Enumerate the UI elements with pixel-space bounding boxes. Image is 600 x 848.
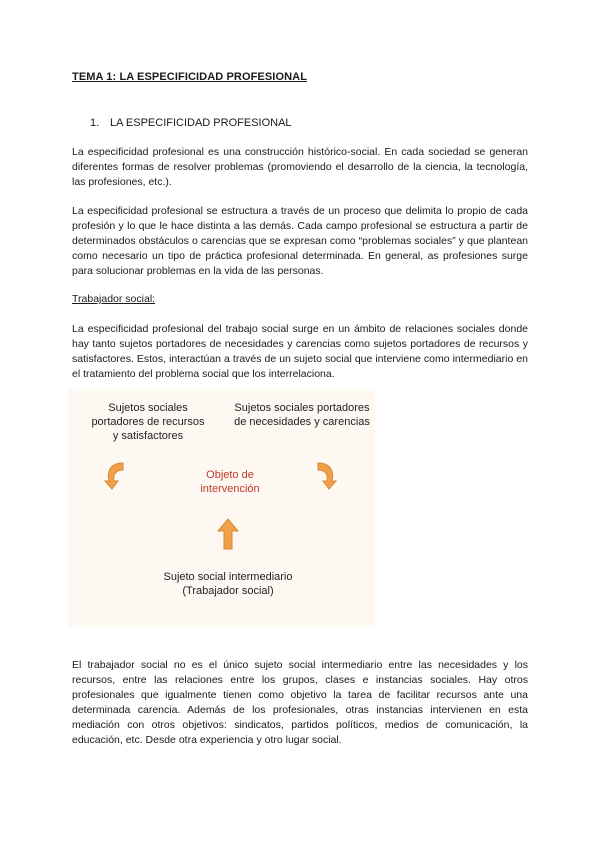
subheading-trabajador-social: Trabajador social: — [72, 293, 156, 305]
document-title: TEMA 1: LA ESPECIFICIDAD PROFESIONAL — [72, 71, 308, 83]
paragraph-3: La especificidad profesional del trabajo social surge en un ámbito de relaciones sociales donde hay tanto sujetos portadores de necesidades y carencias como sujetos portadores de recursos y satisfactores. Estos, interactúan a través de un sujeto social que interviene como intermediario en el tratamiento del problema social que los interrelaciona. — [72, 323, 528, 380]
intervention-diagram — [68, 389, 375, 627]
curved-arrow-right-icon — [308, 459, 338, 491]
curved-arrow-left-icon — [103, 459, 133, 491]
diagram-bottom-label: Sujeto social intermediario (Trabajador social) — [163, 571, 293, 597]
paragraph-1: La especificidad profesional es una construcción histórico-social. En cada sociedad se generan diferentes formas de resolver problemas (promoviendo el desarrollo de la ciencia, la tecnología, las profesiones, etc.). — [72, 146, 528, 188]
diagram-right-label: Sujetos sociales portadores de necesidades y carencias — [234, 402, 370, 428]
paragraph-2: La especificidad profesional se estructura a través de un proceso que delimita lo propio de cada profesión y lo que le hace distinta a las demás. Cada campo profesional se estructura a partir de determinados obstáculos o carencias que se expresan como “problemas sociales” y que plantean como necesario un tipo de práctica profesional determinada. En general, as profesiones surge para solucionar problemas en la vida de las personas. — [72, 205, 528, 277]
paragraph-4: El trabajador social no es el único sujeto social intermediario entre las necesidades y los recursos, entre las relaciones entre los grupos, clases e instancias sociales. Hay otros profesionales que igualmente tienen como objetivo la tarea de facilitar recursos ante una determinada carencia. Además de los profesionales, otras instancias intervienen en esta mediación con otros objetivos: sindicatos, partidos políticos, medios de comunicación, la educación, etc. Desde otra experiencia y otro lugar social. — [72, 659, 528, 746]
section-label: LA ESPECIFICIDAD PROFESIONAL — [110, 117, 292, 129]
up-arrow-icon — [216, 517, 240, 551]
section-heading — [90, 117, 292, 129]
diagram-left-label: Sujetos sociales portadores de recursos y satisfactores — [91, 402, 205, 442]
diagram-center-label: Objeto de intervención — [200, 469, 260, 495]
section-number: 1. — [90, 117, 100, 129]
